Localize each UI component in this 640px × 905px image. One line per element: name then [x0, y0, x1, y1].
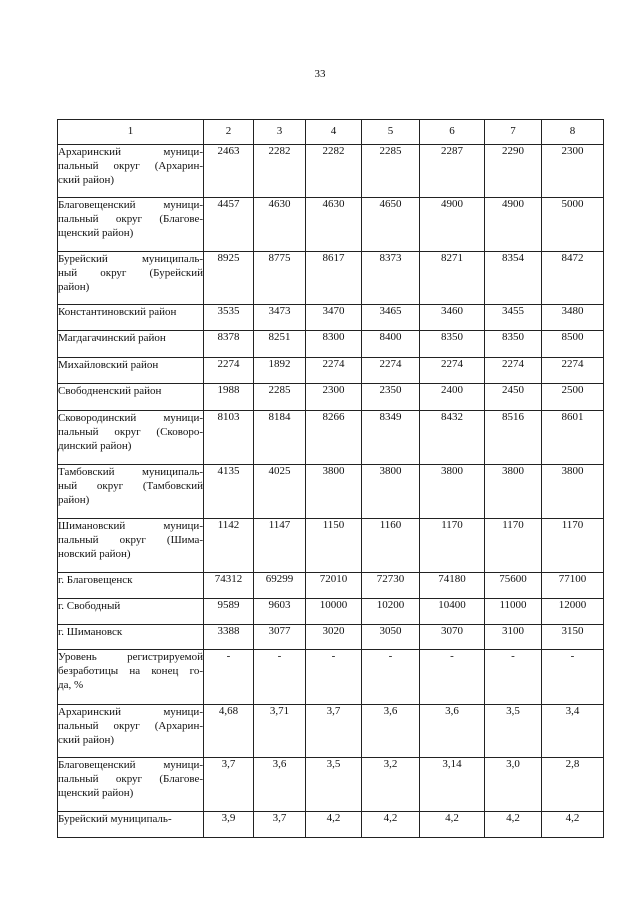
column-header: 1 [58, 120, 204, 145]
value-cell: 3,9 [204, 812, 254, 838]
column-header: 4 [306, 120, 362, 145]
value-cell: 2274 [306, 358, 362, 384]
row-label-line: Бурейский муниципаль- [58, 253, 203, 265]
row-label-line: пальный округ (Благове- [58, 773, 203, 785]
value-cell: 2274 [542, 358, 604, 384]
value-cell: 2,8 [542, 758, 604, 812]
value-cell: 3388 [204, 625, 254, 650]
value-cell: 8350 [485, 331, 542, 358]
value-cell: 5000 [542, 198, 604, 252]
row-label-line: район) [58, 281, 90, 293]
value-cell: 3100 [485, 625, 542, 650]
row-label [58, 519, 204, 573]
value-cell: 3150 [542, 625, 604, 650]
value-cell: 2300 [306, 384, 362, 411]
value-cell: 2400 [420, 384, 485, 411]
column-header: 3 [254, 120, 306, 145]
value-cell: 2274 [485, 358, 542, 384]
value-cell: 8617 [306, 252, 362, 305]
value-cell: 3,6 [362, 705, 420, 758]
row-label [58, 625, 204, 650]
value-cell: 4,2 [306, 812, 362, 838]
value-cell: 10400 [420, 599, 485, 625]
table-row [58, 305, 604, 331]
table-row [58, 519, 604, 573]
value-cell: 72730 [362, 573, 420, 599]
value-cell: 74180 [420, 573, 485, 599]
value-cell: 3,14 [420, 758, 485, 812]
table-row [58, 705, 604, 758]
row-label [58, 198, 204, 252]
value-cell: 2350 [362, 384, 420, 411]
value-cell: 2450 [485, 384, 542, 411]
value-cell: 3800 [542, 465, 604, 519]
column-header: 7 [485, 120, 542, 145]
value-cell: 8400 [362, 331, 420, 358]
value-cell: 1170 [542, 519, 604, 573]
value-cell: 8103 [204, 411, 254, 465]
value-cell: 4900 [420, 198, 485, 252]
value-cell: 3077 [254, 625, 306, 650]
row-label-line: динский район) [58, 440, 132, 452]
value-cell: 3470 [306, 305, 362, 331]
value-cell: - [204, 650, 254, 705]
value-cell: 3800 [306, 465, 362, 519]
row-label-line: г. Благовещенск [58, 574, 133, 586]
row-label-line: пальный округ (Сковоро- [58, 426, 203, 438]
value-cell: 2285 [254, 384, 306, 411]
value-cell: 8775 [254, 252, 306, 305]
value-cell: 8601 [542, 411, 604, 465]
value-cell: 8266 [306, 411, 362, 465]
value-cell: 8350 [420, 331, 485, 358]
value-cell: 4,2 [362, 812, 420, 838]
value-cell: 2274 [204, 358, 254, 384]
column-header: 8 [542, 120, 604, 145]
table-row [58, 198, 604, 252]
value-cell: 1150 [306, 519, 362, 573]
value-cell: 10200 [362, 599, 420, 625]
value-cell: 2463 [204, 145, 254, 198]
column-header: 2 [204, 120, 254, 145]
row-label-line: щенский район) [58, 787, 134, 799]
row-label-line: Шимановский муници- [58, 520, 203, 532]
value-cell: 8349 [362, 411, 420, 465]
value-cell: 3535 [204, 305, 254, 331]
value-cell: 3455 [485, 305, 542, 331]
value-cell: 8373 [362, 252, 420, 305]
value-cell: 11000 [485, 599, 542, 625]
value-cell: 3800 [420, 465, 485, 519]
row-label-line: безработицы на конец го- [58, 665, 203, 677]
value-cell: 2282 [306, 145, 362, 198]
value-cell: 8472 [542, 252, 604, 305]
value-cell: 2285 [362, 145, 420, 198]
value-cell: 2300 [542, 145, 604, 198]
row-label [58, 650, 204, 705]
value-cell: 1142 [204, 519, 254, 573]
row-label-line: Тамбовский муниципаль- [58, 466, 203, 478]
value-cell: 1147 [254, 519, 306, 573]
value-cell: 3,7 [306, 705, 362, 758]
value-cell: 69299 [254, 573, 306, 599]
value-cell: 3,0 [485, 758, 542, 812]
value-cell: 12000 [542, 599, 604, 625]
table-row [58, 812, 604, 838]
value-cell: - [306, 650, 362, 705]
value-cell: 4650 [362, 198, 420, 252]
row-label [58, 252, 204, 305]
value-cell: 2287 [420, 145, 485, 198]
row-label-line: щенский район) [58, 227, 134, 239]
row-label-line: пальный округ (Архарин- [58, 720, 203, 732]
row-label [58, 411, 204, 465]
value-cell: 3,6 [254, 758, 306, 812]
row-label [58, 384, 204, 411]
row-label-line: Михайловский район [58, 359, 159, 371]
table-header-row [58, 120, 604, 145]
value-cell: 8925 [204, 252, 254, 305]
row-label [58, 305, 204, 331]
value-cell: 4,2 [485, 812, 542, 838]
value-cell: 8432 [420, 411, 485, 465]
value-cell: 1170 [485, 519, 542, 573]
value-cell: 4457 [204, 198, 254, 252]
column-header: 5 [362, 120, 420, 145]
value-cell: 4900 [485, 198, 542, 252]
value-cell: 2274 [362, 358, 420, 384]
row-label-line: ный округ (Тамбовский [58, 480, 203, 492]
value-cell: 3,5 [485, 705, 542, 758]
row-label-line: Благовещенский муници- [58, 199, 203, 211]
table-row [58, 358, 604, 384]
row-label-line: пальный округ (Благове- [58, 213, 203, 225]
row-label-line: район) [58, 494, 90, 506]
value-cell: 8500 [542, 331, 604, 358]
value-cell: 2274 [420, 358, 485, 384]
row-label [58, 573, 204, 599]
value-cell: 8184 [254, 411, 306, 465]
value-cell: 9589 [204, 599, 254, 625]
value-cell: 3800 [362, 465, 420, 519]
table-row [58, 465, 604, 519]
table-row [58, 384, 604, 411]
value-cell: 4,2 [420, 812, 485, 838]
value-cell: 3020 [306, 625, 362, 650]
value-cell: 4,68 [204, 705, 254, 758]
row-label-line: Свободненский район [58, 385, 162, 397]
table-row [58, 599, 604, 625]
value-cell: 8354 [485, 252, 542, 305]
row-label [58, 599, 204, 625]
table-row [58, 331, 604, 358]
row-label-line: Уровень регистрируемой [58, 651, 203, 663]
row-label-line: пальный округ (Шима- [58, 534, 203, 546]
value-cell: 10000 [306, 599, 362, 625]
page-number: 33 [314, 68, 326, 80]
row-label-line: ский район) [58, 174, 115, 186]
value-cell: 3050 [362, 625, 420, 650]
value-cell: 3473 [254, 305, 306, 331]
row-label-line: Архаринский муници- [58, 146, 203, 158]
row-label [58, 812, 204, 838]
table-row [58, 625, 604, 650]
value-cell: - [542, 650, 604, 705]
table-row [58, 145, 604, 198]
value-cell: 3,5 [306, 758, 362, 812]
row-label-line: Сковородинский муници- [58, 412, 203, 424]
row-label [58, 145, 204, 198]
value-cell: 4,2 [542, 812, 604, 838]
row-label-line: да, % [58, 679, 84, 691]
value-cell: 3,7 [254, 812, 306, 838]
row-label-line: г. Свободный [58, 600, 121, 612]
column-header: 6 [420, 120, 485, 145]
value-cell: - [420, 650, 485, 705]
value-cell: 8251 [254, 331, 306, 358]
value-cell: 2500 [542, 384, 604, 411]
value-cell: 3460 [420, 305, 485, 331]
table-row [58, 573, 604, 599]
value-cell: 4135 [204, 465, 254, 519]
value-cell: 3800 [485, 465, 542, 519]
value-cell: 2282 [254, 145, 306, 198]
value-cell: 75600 [485, 573, 542, 599]
value-cell: 4025 [254, 465, 306, 519]
row-label-line: Константиновский район [58, 306, 177, 318]
value-cell: 3070 [420, 625, 485, 650]
value-cell: 8378 [204, 331, 254, 358]
row-label [58, 331, 204, 358]
value-cell: 3,6 [420, 705, 485, 758]
value-cell: 3480 [542, 305, 604, 331]
value-cell: 9603 [254, 599, 306, 625]
value-cell: 3,7 [204, 758, 254, 812]
row-label [58, 358, 204, 384]
value-cell: 77100 [542, 573, 604, 599]
row-label-line: Архаринский муници- [58, 706, 203, 718]
value-cell: 8516 [485, 411, 542, 465]
row-label [58, 705, 204, 758]
row-label-line: ский район) [58, 734, 115, 746]
statistics-table [57, 119, 604, 838]
value-cell: 1988 [204, 384, 254, 411]
value-cell: 3465 [362, 305, 420, 331]
row-label-line: Бурейский муниципаль- [58, 813, 172, 825]
row-label-line: ный округ (Бурейский [58, 267, 203, 279]
row-label-line: Магдагачинский район [58, 332, 166, 344]
value-cell: 3,4 [542, 705, 604, 758]
value-cell: 8271 [420, 252, 485, 305]
value-cell: 8300 [306, 331, 362, 358]
value-cell: 3,71 [254, 705, 306, 758]
value-cell: 1892 [254, 358, 306, 384]
table-row [58, 650, 604, 705]
value-cell: 3,2 [362, 758, 420, 812]
value-cell: 74312 [204, 573, 254, 599]
value-cell: 72010 [306, 573, 362, 599]
row-label [58, 758, 204, 812]
row-label-line: Благовещенский муници- [58, 759, 203, 771]
table-row [58, 758, 604, 812]
value-cell: 4630 [254, 198, 306, 252]
value-cell: 4630 [306, 198, 362, 252]
table-row [58, 411, 604, 465]
value-cell: - [485, 650, 542, 705]
row-label-line: новский район) [58, 548, 131, 560]
value-cell: 1170 [420, 519, 485, 573]
row-label-line: г. Шимановск [58, 626, 123, 638]
value-cell: - [362, 650, 420, 705]
table-row [58, 252, 604, 305]
value-cell: - [254, 650, 306, 705]
row-label-line: пальный округ (Архарин- [58, 160, 203, 172]
row-label [58, 465, 204, 519]
value-cell: 2290 [485, 145, 542, 198]
value-cell: 1160 [362, 519, 420, 573]
